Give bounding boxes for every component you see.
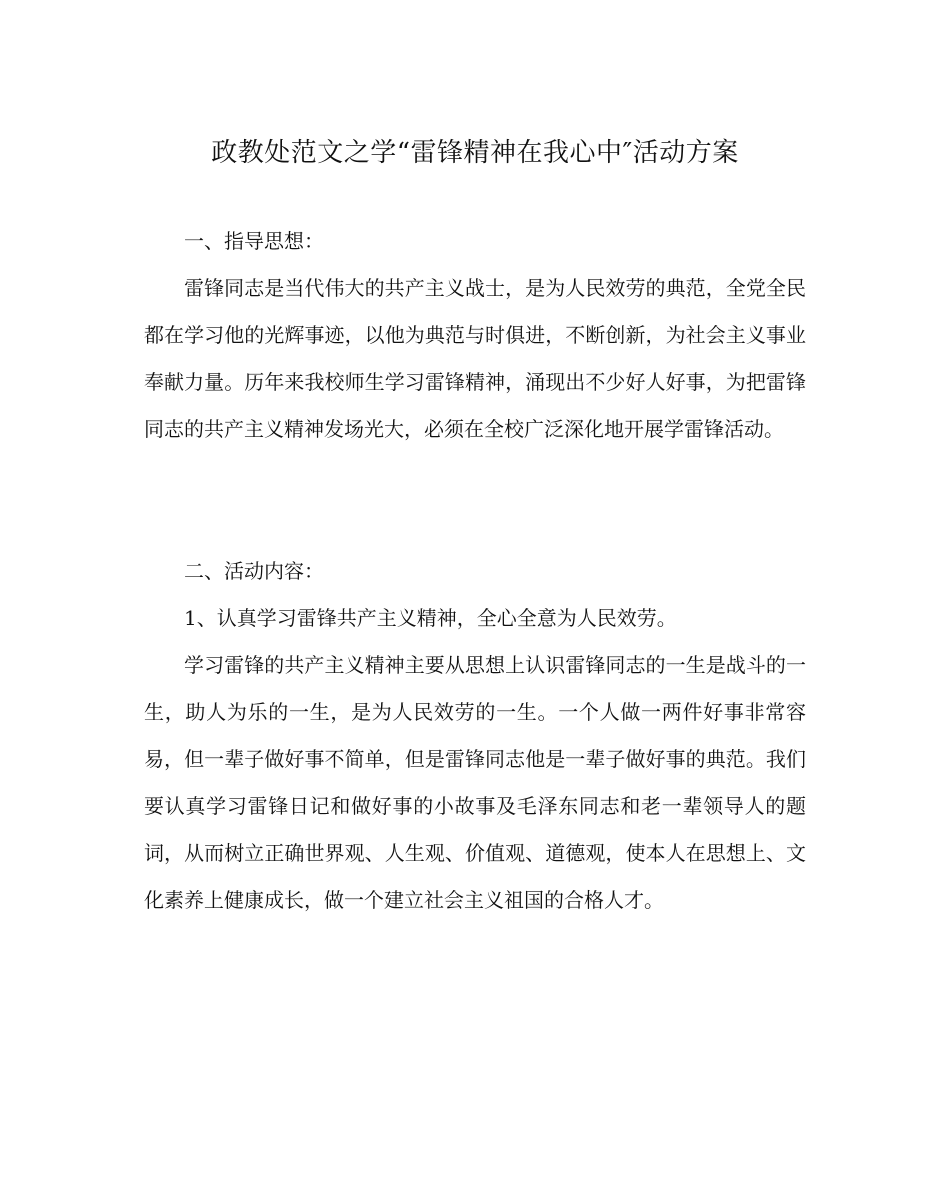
section-heading-activity-content: 二、活动内容：: [184, 559, 324, 583]
section-activity-content: [144, 548, 806, 924]
paragraph-guiding-ideology: 雷锋同志是当代伟大的共产主义战士，是为人民效劳的典范，全党全民都在学习他的光辉事迹，以他为典范与时俱进，不断创新，为社会主义事业奉献力量。历年来我校师生学习雷锋精神，涌现出不少好人好事，为把雷锋同志的共产主义精神发场光大，必须在全校广泛深化地开展学雷锋活动。: [144, 276, 806, 441]
paragraph-study-spirit: 学习雷锋的共产主义精神主要从思想上认识雷锋同志的一生是战斗的一生，助人为乐的一生，是为人民效劳的一生。一个人做一两件好事非常容易，但一辈子做好事不简单，但是雷锋同志他是一辈子做好事的典范。我们要认真学习雷锋日记和做好事的小故事及毛泽东同志和老一辈领导人的题词，从而树立正确世界观、人生观、价值观、道德观，使本人在思想上、文化素养上健康成长，做一个建立社会主义祖国的合格人才。: [144, 653, 806, 912]
list-item-study-spirit: 1、认真学习雷锋共产主义精神，全心全意为人民效劳。: [184, 606, 677, 630]
section-heading-guiding-ideology: 一、指导思想：: [184, 229, 324, 253]
document-title: 政教处范文之学“雷锋精神在我心中″活动方案: [211, 138, 739, 168]
section-guiding-ideology: [144, 218, 806, 453]
